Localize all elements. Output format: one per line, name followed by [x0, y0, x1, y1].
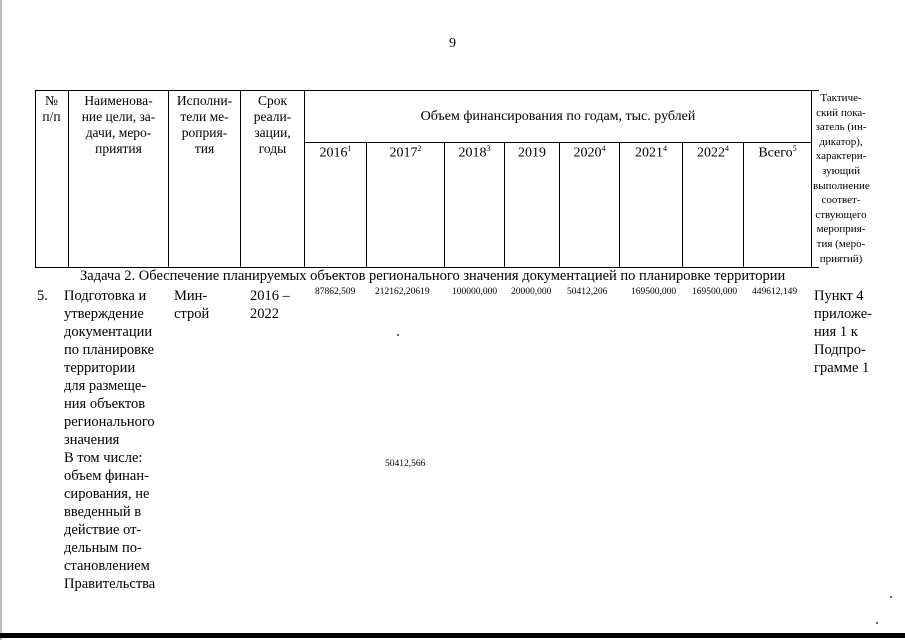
- header-funding: Объем финансирования по годам, тыс. рублей: [420, 109, 696, 124]
- value-2022: 169500,000: [692, 287, 738, 297]
- header-term: Срок реали- зации, годы: [253, 93, 292, 156]
- scan-speck: [397, 334, 399, 336]
- value-2016: 87862,509: [315, 287, 356, 297]
- year-2016: 2016$^1$: [319, 144, 352, 161]
- value-2017: 212162,20619: [375, 287, 430, 297]
- year-2017: 2017$^2$: [389, 144, 422, 161]
- table-header: [35, 90, 870, 268]
- value-2020: 50412,206: [567, 287, 608, 297]
- scan-speck: [890, 596, 892, 598]
- scan-speck: [876, 622, 878, 624]
- row-indicator: Пункт 4 приложе- ния 1 к Подпро- грамме 1: [814, 288, 872, 376]
- value-2021: 169500,000: [631, 287, 677, 297]
- header-indicator: Тактиче- ский пока- затель (ин- дикатор), характери- зующий выполнение соответ- ствующего мероприя- тия (меро- приятий): [813, 92, 870, 265]
- row-name: Подготовка и утверждение документации по планировке территории для размеще- ния объектов регионального значения В том числе: объем финан- сирования, не введенный в действие от- дельным по- становлением Правительства: [64, 288, 156, 592]
- value-2018: 100000,000: [452, 287, 498, 297]
- value-2019: 20000,000: [511, 287, 552, 297]
- row-term: 2016 – 2022: [250, 288, 290, 322]
- funding-subheader-rule: [304, 142, 811, 143]
- header-top-rule: [35, 90, 819, 91]
- scan-edge: [0, 0, 2, 640]
- header-number: № п/п: [42, 93, 61, 124]
- col-rule: [811, 90, 812, 268]
- year-2018: 2018$^3$: [458, 144, 491, 161]
- year-total: Всего$^5$: [758, 144, 797, 161]
- year-2020: 2020$^4$: [573, 144, 606, 161]
- header-name: Наименова- ние цели, за- дачи, меро- приятия: [81, 93, 156, 156]
- row-executor: Мин- строй: [174, 288, 210, 322]
- year-2019: 2019: [518, 145, 546, 161]
- bottom-rule: [0, 633, 905, 638]
- task-heading: Задача 2. Обеспечение планируемых объектов регионального значения документацией по планировке территории: [80, 268, 786, 284]
- value-total: 449612,149: [752, 287, 798, 297]
- row-number: 5.: [37, 288, 48, 304]
- year-2022: 2022$^4$: [697, 144, 729, 161]
- header-executor: Исполни- тели ме- роприя- тия: [176, 93, 233, 156]
- page-number: 9: [449, 36, 456, 51]
- sub-value-2020: 50412,566: [385, 459, 426, 469]
- year-2021: 2021$^4$: [635, 144, 667, 161]
